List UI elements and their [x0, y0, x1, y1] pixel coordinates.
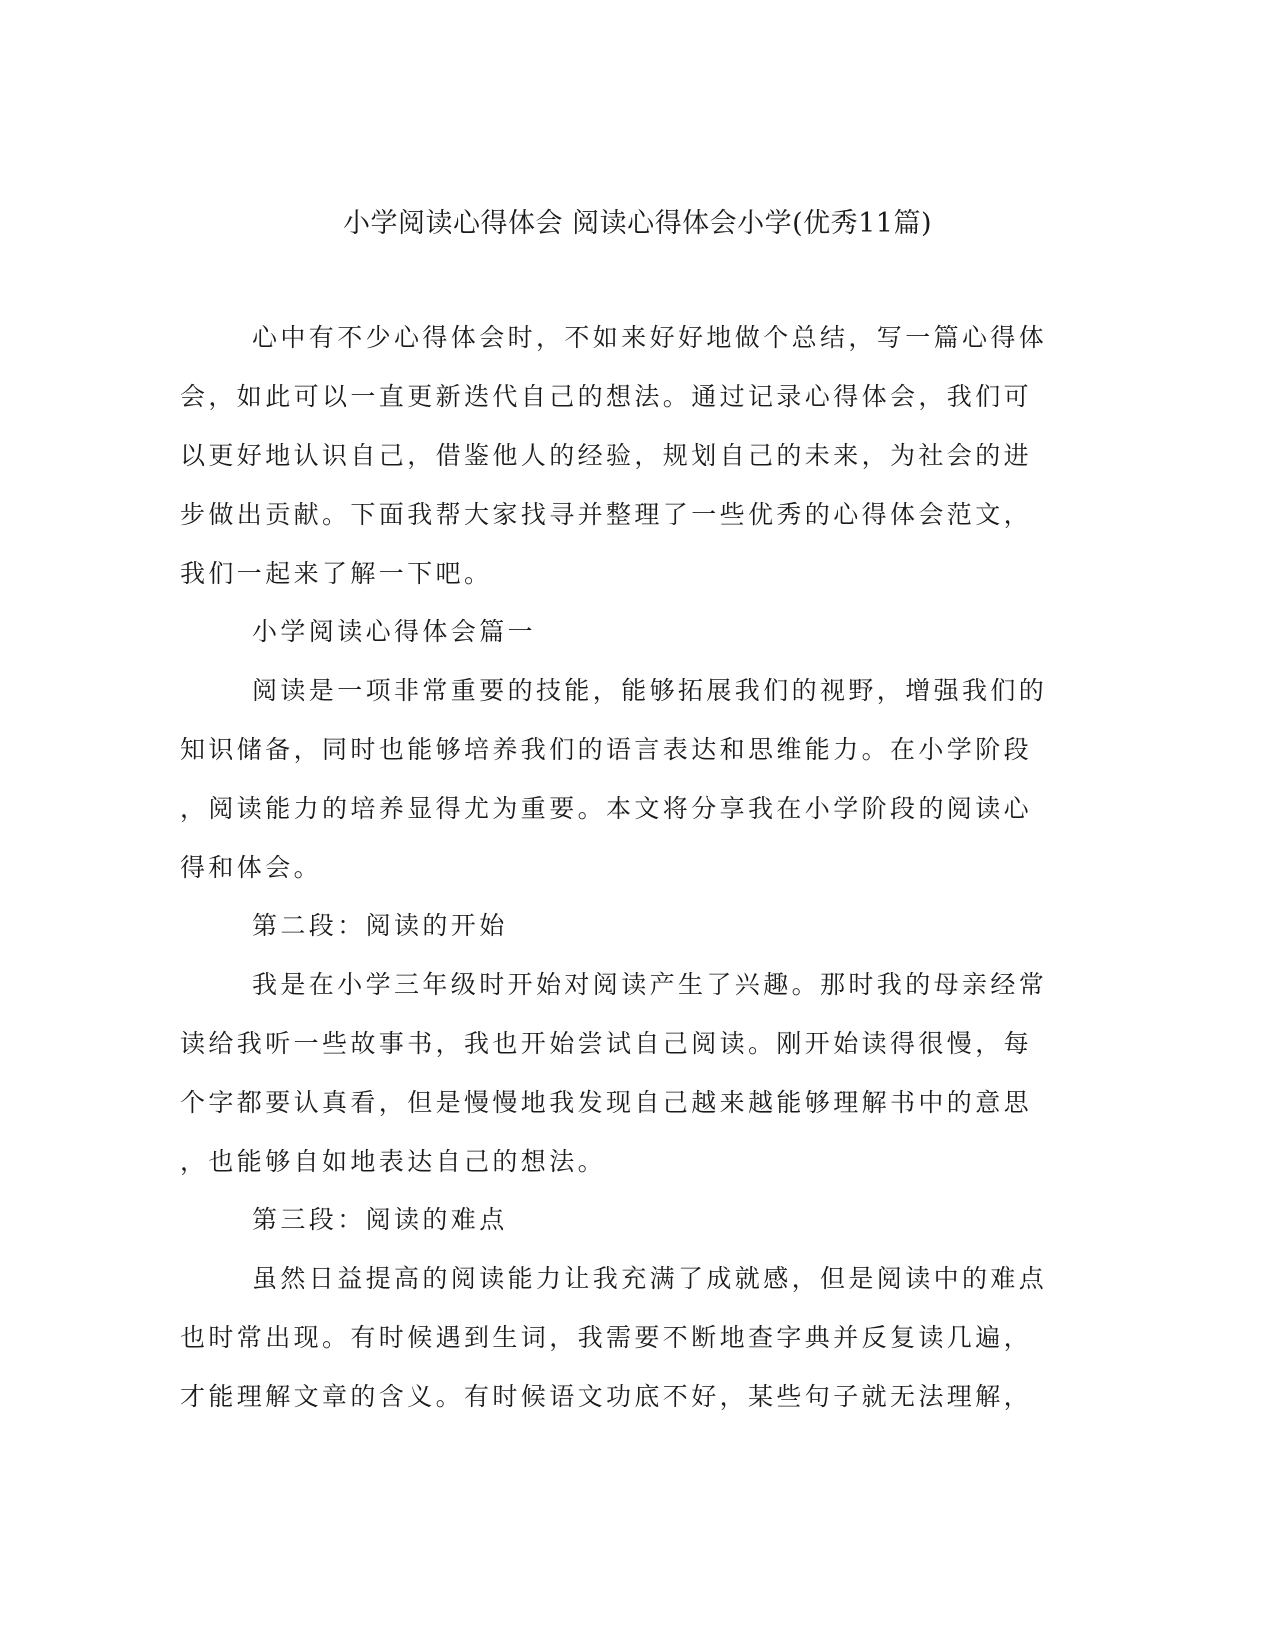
document-title: 小学阅读心得体会 阅读心得体会小学(优秀11篇)	[342, 208, 932, 239]
text-line: 也时常出现。有时候遇到生词，我需要不断地查字典并反复读几遍，	[180, 1323, 1033, 1352]
text-line: 得和体会。	[180, 853, 323, 882]
text-line: 阅读是一项非常重要的技能，能够拓展我们的视野，增强我们的	[252, 676, 1048, 705]
section-heading: 第二段：阅读的开始	[252, 911, 508, 940]
text-line: 虽然日益提高的阅读能力让我充满了成就感，但是阅读中的难点	[252, 1264, 1048, 1293]
text-line: 心中有不少心得体会时，不如来好好地做个总结，写一篇心得体	[252, 323, 1048, 352]
text-line: 知识储备，同时也能够培养我们的语言表达和思维能力。在小学阶段	[180, 735, 1033, 764]
text-line: 读给我听一些故事书，我也开始尝试自己阅读。刚开始读得很慢，每	[180, 1029, 1033, 1058]
text-line: ，阅读能力的培养显得尤为重要。本文将分享我在小学阶段的阅读心	[180, 794, 1033, 823]
text-line: ，也能够自如地表达自己的想法。	[180, 1147, 607, 1176]
text-line: 才能理解文章的含义。有时候语文功底不好，某些句子就无法理解，	[180, 1382, 1033, 1411]
text-line: 我是在小学三年级时开始对阅读产生了兴趣。那时我的母亲经常	[252, 970, 1048, 999]
text-line: 我们一起来了解一下吧。	[180, 559, 493, 588]
text-line: 个字都要认真看，但是慢慢地我发现自己越来越能够理解书中的意思	[180, 1088, 1033, 1117]
text-line: 步做出贡献。下面我帮大家找寻并整理了一些优秀的心得体会范文，	[180, 500, 1033, 529]
section-heading: 小学阅读心得体会篇一	[252, 617, 537, 646]
text-line: 会，如此可以一直更新迭代自己的想法。通过记录心得体会，我们可	[180, 382, 1033, 411]
text-line: 以更好地认识自己，借鉴他人的经验，规划自己的未来，为社会的进	[180, 441, 1033, 470]
section-heading: 第三段：阅读的难点	[252, 1205, 508, 1234]
